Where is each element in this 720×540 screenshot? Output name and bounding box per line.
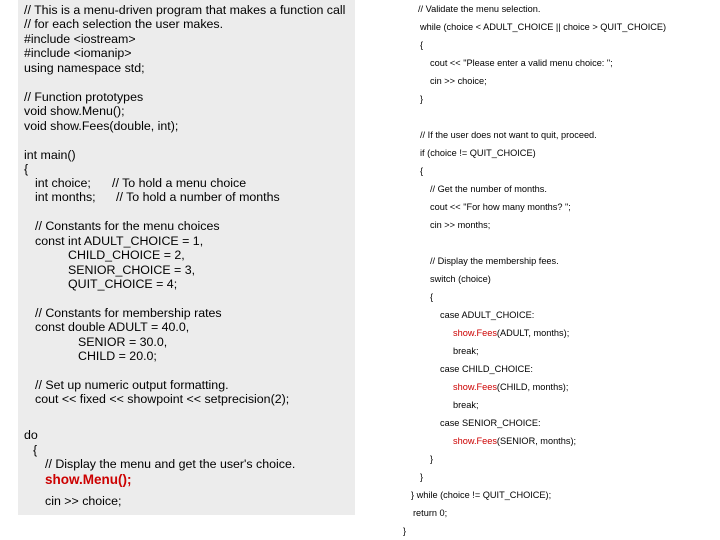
code-line: case CHILD_CHOICE: (440, 364, 533, 374)
code-line: // Set up numeric output formatting. (35, 378, 229, 392)
code-line: void show.Menu(); (24, 104, 125, 118)
code-line: { (420, 166, 424, 176)
code-line: while (choice < ADULT_CHOICE || choice > QUIT_CHOICE) (420, 22, 667, 32)
code-line: } (403, 526, 407, 536)
code-line: CHILD_CHOICE = 2, (68, 248, 185, 262)
code-line: const int ADULT_CHOICE = 1, (35, 234, 204, 248)
code-comment: // To hold a menu choice (112, 176, 247, 190)
code-line: void show.Fees(double, int); (24, 119, 179, 133)
code-line: cout << "For how many months? "; (430, 202, 571, 212)
show-fees-call: show.Fees (453, 328, 497, 338)
code-line: { (33, 443, 38, 457)
call-args: (CHILD, months); (496, 382, 569, 392)
code-line: int main() (24, 148, 76, 162)
code-line: } while (choice != QUIT_CHOICE); (411, 490, 552, 500)
code-line: case ADULT_CHOICE: (440, 310, 535, 320)
code-line: break; (453, 346, 479, 356)
code-line: // for each selection the user makes. (24, 17, 224, 31)
code-line: const double ADULT = 40.0, (35, 320, 190, 334)
code-line: #include <iostream> (24, 32, 136, 46)
code-line: // Function prototypes (24, 90, 144, 104)
code-line: cout << "Please enter a valid menu choice: "; (430, 58, 613, 68)
code-line: { (430, 292, 434, 302)
code-line: // Display the menu and get the user's choice. (45, 457, 296, 471)
code-line: int months; (35, 190, 96, 204)
code-line: SENIOR_CHOICE = 3, (68, 263, 196, 277)
code-line: CHILD = 20.0; (78, 349, 157, 363)
code-line: int choice; (35, 176, 91, 190)
code-line: SENIOR = 30.0, (78, 335, 168, 349)
call-args: (ADULT, months); (496, 328, 570, 338)
code-line: } (420, 94, 424, 104)
code-line: using namespace std; (24, 61, 145, 75)
code-line: { (24, 162, 29, 176)
code-line: cin >> choice; (45, 494, 122, 508)
code-comment: // If the user does not want to quit, proceed. (420, 130, 597, 140)
code-line: return 0; (413, 508, 448, 518)
code-line: cout << fixed << showpoint << setprecision(2); (35, 392, 290, 406)
call-args: (SENIOR, months); (496, 436, 577, 446)
code-line: if (choice != QUIT_CHOICE) (420, 148, 536, 158)
code-line: { (420, 40, 424, 50)
code-line: QUIT_CHOICE = 4; (68, 277, 178, 291)
code-comment: // Validate the menu selection. (418, 4, 541, 14)
code-line: // This is a menu-driven program that makes a function call (24, 3, 346, 17)
right-code-panel (360, 0, 712, 540)
show-fees-call: show.Fees (453, 382, 497, 392)
code-line (453, 437, 576, 446)
code-comment: // Display the membership fees. (430, 256, 559, 266)
code-line: #include <iomanip> (24, 46, 132, 60)
code-line: switch (choice) (430, 274, 491, 284)
code-line: cin >> choice; (430, 76, 487, 86)
code-comment: // Get the number of months. (430, 184, 547, 194)
code-line: do (24, 428, 38, 442)
code-line: } (420, 472, 424, 482)
code-line: cin >> months; (430, 220, 491, 230)
code-line: } (430, 454, 434, 464)
code-line (453, 329, 569, 338)
show-fees-call: show.Fees (453, 436, 497, 446)
code-line (453, 383, 568, 392)
show-menu-call: show.Menu(); (45, 472, 132, 487)
code-line: case SENIOR_CHOICE: (440, 418, 541, 428)
code-line: // Constants for membership rates (35, 306, 222, 320)
code-line: // Constants for the menu choices (35, 219, 220, 233)
code-comment: // To hold a number of months (116, 190, 280, 204)
code-line: break; (453, 400, 479, 410)
